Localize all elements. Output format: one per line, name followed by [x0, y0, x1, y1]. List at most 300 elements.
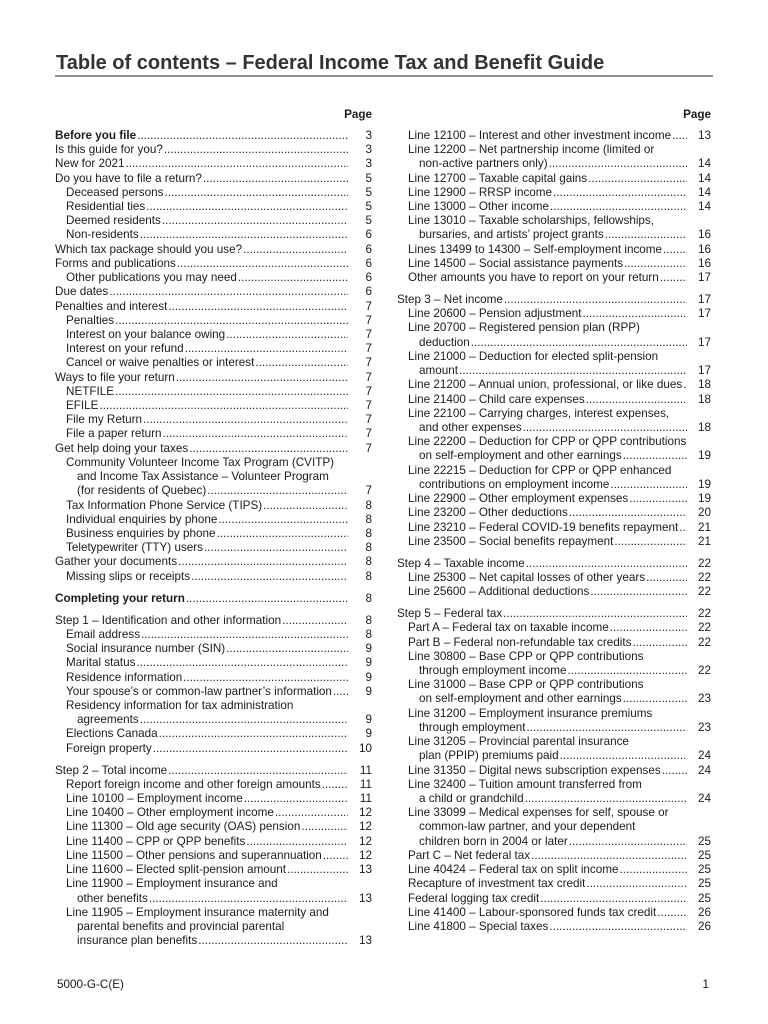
toc-entry-line: [408, 621, 711, 635]
toc-page-number: 25: [697, 863, 711, 877]
toc-page-number: 13: [358, 934, 372, 948]
toc-entry-line: [66, 527, 372, 541]
toc-page-number: 19: [697, 449, 711, 463]
toc-entry-line: [397, 607, 711, 621]
toc-page-number: 26: [697, 919, 711, 933]
toc-page-number: 11: [359, 777, 372, 791]
toc-entry-line: [66, 570, 372, 584]
toc-page-number: 24: [697, 792, 711, 806]
toc-page-number: 3: [365, 128, 372, 142]
dot-leader: [255, 356, 348, 370]
toc-entry: [55, 849, 372, 863]
toc-entry: [55, 328, 372, 342]
toc-entry: [55, 186, 372, 200]
dot-leader: [629, 492, 687, 506]
toc-entry-title: Line 12200 – Net partnership income (limited or: [408, 143, 655, 157]
dot-leader: [140, 713, 348, 727]
dot-leader: [126, 157, 348, 171]
toc-entry-line: [408, 336, 711, 350]
toc-entry: [55, 356, 372, 370]
toc-entry-title: Social insurance number (SIN): [66, 642, 226, 656]
toc-entry: [55, 371, 372, 385]
toc-entry: [397, 707, 711, 735]
toc-entry-line: [66, 713, 372, 727]
toc-entry-line: [408, 906, 711, 920]
toc-entry-line: [66, 314, 372, 328]
dot-leader: [263, 499, 348, 513]
toc-group: [55, 764, 372, 949]
toc-entry: [397, 636, 711, 650]
toc-entry-title: Tax Information Phone Service (TIPS): [66, 498, 263, 512]
toc-page-number: 9: [365, 670, 372, 684]
dot-leader: [207, 484, 348, 498]
toc-page-number: 8: [365, 541, 372, 555]
dot-leader: [218, 513, 348, 527]
toc-entry-title: Lines 13499 to 14300 – Self-employment income: [408, 242, 663, 256]
dot-leader: [679, 521, 687, 535]
toc-entry-line: [408, 214, 711, 228]
dot-leader: [553, 186, 687, 200]
toc-entry: [397, 350, 711, 378]
toc-entry-title: Line 41800 – Special taxes: [408, 919, 549, 933]
toc-groups: [397, 129, 711, 934]
toc-entry-line: [408, 636, 711, 650]
toc-entry-title: Line 11905 – Employment insurance maternity and: [66, 905, 329, 919]
toc-entry-title: Line 22200 – Deduction for CPP or QPP contributions: [408, 435, 687, 449]
dot-leader: [176, 371, 348, 385]
toc-entry-title: Part B – Federal non-refundable tax credits: [408, 635, 632, 649]
dot-leader: [301, 820, 348, 834]
toc-entry-title: Interest on your balance owing: [66, 327, 226, 341]
toc-entry-title: Line 12100 – Interest and other investment income: [408, 128, 672, 142]
toc-entry: [55, 699, 372, 727]
toc-entry-title: Penalties and interest: [55, 299, 168, 313]
toc-entry-line: [408, 243, 711, 257]
dot-leader: [243, 243, 348, 257]
dot-leader: [525, 792, 687, 806]
toc-page-number: 6: [365, 256, 372, 270]
toc-entry: [397, 764, 711, 778]
toc-entry: [55, 456, 372, 499]
dot-leader: [146, 200, 348, 214]
toc-entry-line: [408, 129, 711, 143]
toc-page-number: 23: [697, 692, 711, 706]
toc-entry-title: Part C – Net federal tax: [408, 848, 531, 862]
toc-entry-line: [408, 863, 711, 877]
toc-entry-line: [408, 407, 711, 421]
toc-page-number: 22: [697, 621, 711, 635]
dot-leader: [610, 621, 687, 635]
toc-entry-line: [66, 906, 372, 920]
toc-entry-line: [408, 200, 711, 214]
toc-entry-line: [66, 642, 372, 656]
toc-entry-title: Deceased persons: [66, 185, 164, 199]
toc-entry-line: [408, 157, 711, 171]
dot-leader: [646, 571, 687, 585]
toc-entry: [55, 764, 372, 778]
toc-page-number: 7: [365, 427, 372, 441]
toc-entry: [397, 186, 711, 200]
dot-leader: [583, 307, 688, 321]
toc-entry: [397, 307, 711, 321]
toc-entry-title: Line 25300 – Net capital losses of other years: [408, 570, 646, 584]
toc-entry: [55, 685, 372, 699]
toc-entry-line: [408, 764, 711, 778]
toc-page-number: 24: [697, 749, 711, 763]
toc-entry-title: Before you file: [55, 128, 137, 142]
toc-entry-title: Line 31350 – Digital news subscription expenses: [408, 763, 661, 777]
toc-entry-line: [66, 628, 372, 642]
toc-entry: [55, 863, 372, 877]
toc-entry-line: [408, 143, 711, 157]
dot-leader: [540, 892, 687, 906]
toc-entry: [55, 385, 372, 399]
toc-entry: [397, 293, 711, 307]
toc-entry: [55, 742, 372, 756]
dot-leader: [149, 892, 348, 906]
toc-entry: [397, 535, 711, 549]
toc-entry-line: [408, 435, 711, 449]
form-code: 5000-G-C(E): [57, 978, 124, 991]
toc-entry: [55, 778, 372, 792]
toc-entry: [397, 200, 711, 214]
toc-entry: [397, 257, 711, 271]
toc-entry: [55, 342, 372, 356]
dot-leader: [322, 778, 348, 792]
toc-page-number: 10: [358, 741, 372, 755]
toc-entry-line: [55, 300, 372, 314]
toc-entry-title: Report foreign income and other foreign amounts: [66, 777, 321, 791]
toc-entry-line: [408, 920, 711, 934]
toc-entry: [55, 820, 372, 834]
toc-entry-title-continued: other benefits: [77, 891, 148, 905]
toc-page-number: 16: [697, 228, 711, 242]
toc-entry-line: [66, 470, 372, 484]
toc-entry: [397, 849, 711, 863]
dot-leader: [164, 186, 348, 200]
toc-page-number: 7: [365, 356, 372, 370]
toc-entry-line: [55, 285, 372, 299]
dot-leader: [216, 527, 348, 541]
toc-entry-line: [55, 143, 372, 157]
dot-leader: [569, 506, 687, 520]
toc-entry-line: [408, 378, 711, 392]
toc-entry: [397, 214, 711, 242]
toc-entry-line: [408, 393, 711, 407]
toc-entry-line: [408, 707, 711, 721]
toc-entry-title: Line 23210 – Federal COVID-19 benefits repayment: [408, 520, 679, 534]
toc-page-number: 25: [697, 834, 711, 848]
dot-leader: [586, 393, 687, 407]
dot-leader: [115, 314, 348, 328]
toc-page-number: 7: [365, 441, 372, 455]
dot-leader: [523, 421, 687, 435]
toc-entry-title: Line 12900 – RRSP income: [408, 185, 553, 199]
toc-entry-title: Community Volunteer Income Tax Program (CVITP): [66, 455, 335, 469]
dot-leader: [569, 835, 687, 849]
toc-page-number: 6: [365, 285, 372, 299]
toc-entry: [55, 442, 372, 456]
toc-entry-line: [66, 186, 372, 200]
toc-entry-line: [66, 863, 372, 877]
toc-entry-title-continued: bursaries, and artists’ project grants: [419, 228, 604, 242]
toc-page-number: 8: [365, 512, 372, 526]
toc-entry-line: [66, 214, 372, 228]
dot-leader: [663, 243, 687, 257]
toc-entry-line: [66, 778, 372, 792]
toc-entry-title: Line 11600 – Elected split-pension amount: [66, 863, 287, 877]
toc-entry-line: [55, 555, 372, 569]
toc-page-number: 3: [365, 157, 372, 171]
toc-entry: [397, 557, 711, 571]
toc-section-heading: [55, 592, 372, 606]
toc-entry-line: [55, 172, 372, 186]
toc-entry-line: [66, 820, 372, 834]
toc-page-number: 18: [697, 392, 711, 406]
toc-entry-title: Line 11300 – Old age security (OAS) pension: [66, 820, 301, 834]
toc-entry-line: [408, 835, 711, 849]
toc-entry-line: [408, 735, 711, 749]
dot-leader: [560, 749, 687, 763]
toc-entry-title: Line 13000 – Other income: [408, 199, 549, 213]
toc-entry-title: Line 22215 – Deduction for CPP or QPP enhanced: [408, 463, 672, 477]
toc-entry-line: [408, 421, 711, 435]
toc-entry-title: Line 21200 – Annual union, professional, or like dues: [408, 378, 683, 392]
dot-leader: [624, 257, 687, 271]
toc-entry: [55, 243, 372, 257]
toc-page-number: 18: [697, 378, 711, 392]
toc-entry-line: [66, 385, 372, 399]
toc-entry-line: [55, 157, 372, 171]
toc-entry: [55, 727, 372, 741]
toc-entry: [397, 393, 711, 407]
toc-entry: [55, 285, 372, 299]
toc-entry-title: Penalties: [66, 313, 115, 327]
dot-leader: [527, 721, 687, 735]
dot-leader: [282, 614, 348, 628]
dot-leader: [246, 835, 348, 849]
dot-leader: [660, 271, 687, 285]
dot-leader: [226, 328, 348, 342]
toc-entry-title: Line 33099 – Medical expenses for self, spouse or: [408, 806, 669, 820]
toc-entry-line: [66, 499, 372, 513]
toc-entry: [55, 835, 372, 849]
toc-page-number: 16: [697, 256, 711, 270]
toc-entry-line: [408, 492, 711, 506]
toc-entry-title-continued: through employment: [419, 720, 526, 734]
toc-entry-title-continued: non-active partners only): [419, 157, 548, 171]
toc-entry-line: [55, 243, 372, 257]
toc-page-number: 23: [697, 720, 711, 734]
toc-entry: [55, 499, 372, 513]
dot-leader: [141, 628, 348, 642]
toc-page-number: 17: [697, 335, 711, 349]
toc-entry-title: Cancel or waive penalties or interest: [66, 356, 255, 370]
toc-entry-title-continued: and other expenses: [419, 421, 522, 435]
toc-entry: [397, 892, 711, 906]
toc-entry-line: [66, 656, 372, 670]
toc-entry: [397, 607, 711, 621]
toc-page-number: 3: [365, 143, 372, 157]
dot-leader: [159, 727, 348, 741]
dot-leader: [99, 399, 348, 413]
toc-page-number: 9: [365, 684, 372, 698]
toc-entry-line: [397, 557, 711, 571]
toc-entry-title-continued: amount: [419, 364, 458, 378]
toc-page-number: 13: [358, 863, 372, 877]
toc-page-number: 25: [697, 891, 711, 905]
toc-entry-title: Non-residents: [66, 228, 139, 242]
dot-leader: [191, 570, 348, 584]
dot-leader: [183, 671, 348, 685]
toc-page-number: 22: [697, 556, 711, 570]
toc-entry-title: Step 1 – Identification and other information: [55, 613, 282, 627]
toc-entry-line: [408, 678, 711, 692]
toc-page-number: 9: [365, 642, 372, 656]
toc-entry-title: Line 20600 – Pension adjustment: [408, 307, 582, 321]
toc-entry-title: Line 12700 – Taxable capital gains: [408, 171, 588, 185]
toc-entry: [397, 492, 711, 506]
toc-page-number: 9: [365, 656, 372, 670]
toc-entry-line: [66, 541, 372, 555]
toc-entry: [397, 129, 711, 143]
toc-entry: [397, 506, 711, 520]
toc-entry-title: Teletypewriter (TTY) users: [66, 541, 204, 555]
dot-leader: [178, 555, 348, 569]
toc-page-number: 19: [697, 492, 711, 506]
toc-entry-title: File a paper return: [66, 427, 162, 441]
dot-leader: [590, 585, 687, 599]
toc-entry-line: [408, 464, 711, 478]
toc-page-number: 14: [697, 199, 711, 213]
toc-entry-line: [66, 934, 372, 948]
dot-leader: [549, 157, 687, 171]
toc-page-number: 5: [365, 171, 372, 185]
dot-leader: [287, 863, 348, 877]
toc-entry-title: New for 2021: [55, 157, 125, 171]
toc-entry-line: [408, 506, 711, 520]
toc-entry: [55, 257, 372, 271]
toc-page-number: 22: [697, 635, 711, 649]
toc-entry-title: Completing your return: [55, 591, 185, 605]
toc-page-number: 16: [697, 242, 711, 256]
toc-group: [397, 607, 711, 934]
toc-entry-title-continued: on self-employment and other earnings: [419, 692, 622, 706]
dot-leader: [614, 535, 687, 549]
dot-leader: [238, 271, 348, 285]
toc-entry-title: Individual enquiries by phone: [66, 512, 218, 526]
dot-leader: [164, 143, 348, 157]
toc-entry: [397, 321, 711, 349]
toc-page-number: 7: [365, 327, 372, 341]
toc-entry-line: [408, 271, 711, 285]
toc-column-right: [397, 108, 711, 934]
toc-entry-line: [408, 257, 711, 271]
toc-entry-title-continued: on self-employment and other earnings: [419, 449, 622, 463]
toc-entry-title: Due dates: [55, 285, 109, 299]
toc-page-number: 17: [697, 293, 711, 307]
toc-entry-title: Line 22100 – Carrying charges, interest expenses,: [408, 406, 670, 420]
toc-page-number: 20: [697, 506, 711, 520]
toc-entry-title: Which tax package should you use?: [55, 242, 243, 256]
dot-leader: [531, 849, 687, 863]
toc-entry-title: Line 10100 – Employment income: [66, 792, 243, 806]
dot-leader: [198, 934, 348, 948]
toc-group: [55, 614, 372, 756]
toc-entry-line: [408, 792, 711, 806]
toc-column-left: [55, 108, 372, 948]
toc-page-number: 9: [365, 727, 372, 741]
toc-entry: [55, 157, 372, 171]
toc-entry-line: [66, 792, 372, 806]
toc-page-number: 6: [365, 228, 372, 242]
dot-leader: [153, 742, 348, 756]
toc-page-number: 17: [697, 271, 711, 285]
dot-leader: [526, 557, 687, 571]
toc-entry-title: Line 23200 – Other deductions: [408, 506, 568, 520]
toc-entry-line: [55, 614, 372, 628]
toc-entry-line: [66, 849, 372, 863]
toc-entry-title: Residency information for tax administration: [66, 698, 294, 712]
toc-entry: [55, 906, 372, 949]
toc-entry-title: Do you have to file a return?: [55, 171, 202, 185]
toc-entry-line: [66, 342, 372, 356]
toc-entry-line: [66, 413, 372, 427]
toc-entry: [397, 877, 711, 891]
toc-entry: [55, 656, 372, 670]
toc-entry-line: [66, 671, 372, 685]
toc-entry-title: Line 25600 – Additional deductions: [408, 585, 590, 599]
toc-entry-line: [408, 849, 711, 863]
toc-entry-line: [66, 200, 372, 214]
dot-leader: [140, 228, 348, 242]
toc-page-number: 21: [697, 520, 711, 534]
toc-entry-line: [66, 742, 372, 756]
toc-entry: [397, 906, 711, 920]
toc-page-number: 5: [365, 214, 372, 228]
toc-entry: [55, 427, 372, 441]
toc-entry-title: Line 21400 – Child care expenses: [408, 392, 585, 406]
toc-page-number: 5: [365, 199, 372, 213]
toc-page-number: 11: [359, 792, 372, 806]
toc-page-number: 8: [365, 569, 372, 583]
toc-page-number: 14: [697, 157, 711, 171]
toc-page-number: 17: [697, 364, 711, 378]
toc-entry-line: [66, 328, 372, 342]
dot-leader: [610, 478, 687, 492]
dot-leader: [115, 385, 348, 399]
toc-entry: [397, 271, 711, 285]
dot-leader: [323, 849, 348, 863]
toc-page-number: 7: [365, 399, 372, 413]
dot-leader: [657, 906, 687, 920]
toc-entry-title: Step 3 – Net income: [397, 293, 503, 307]
toc-entry-line: [55, 592, 372, 606]
toc-entry-title: Line 32400 – Tuition amount transferred from: [408, 777, 642, 791]
dot-leader: [632, 636, 687, 650]
dot-leader: [168, 300, 348, 314]
toc-entry: [397, 407, 711, 435]
toc-entry: [55, 413, 372, 427]
toc-entry-line: [66, 806, 372, 820]
toc-entry-title: Residence information: [66, 670, 183, 684]
dot-leader: [623, 692, 687, 706]
page-number: 1: [702, 978, 709, 991]
dot-leader: [623, 449, 687, 463]
dot-leader: [586, 877, 687, 891]
dot-leader: [459, 364, 687, 378]
dot-leader: [567, 664, 687, 678]
